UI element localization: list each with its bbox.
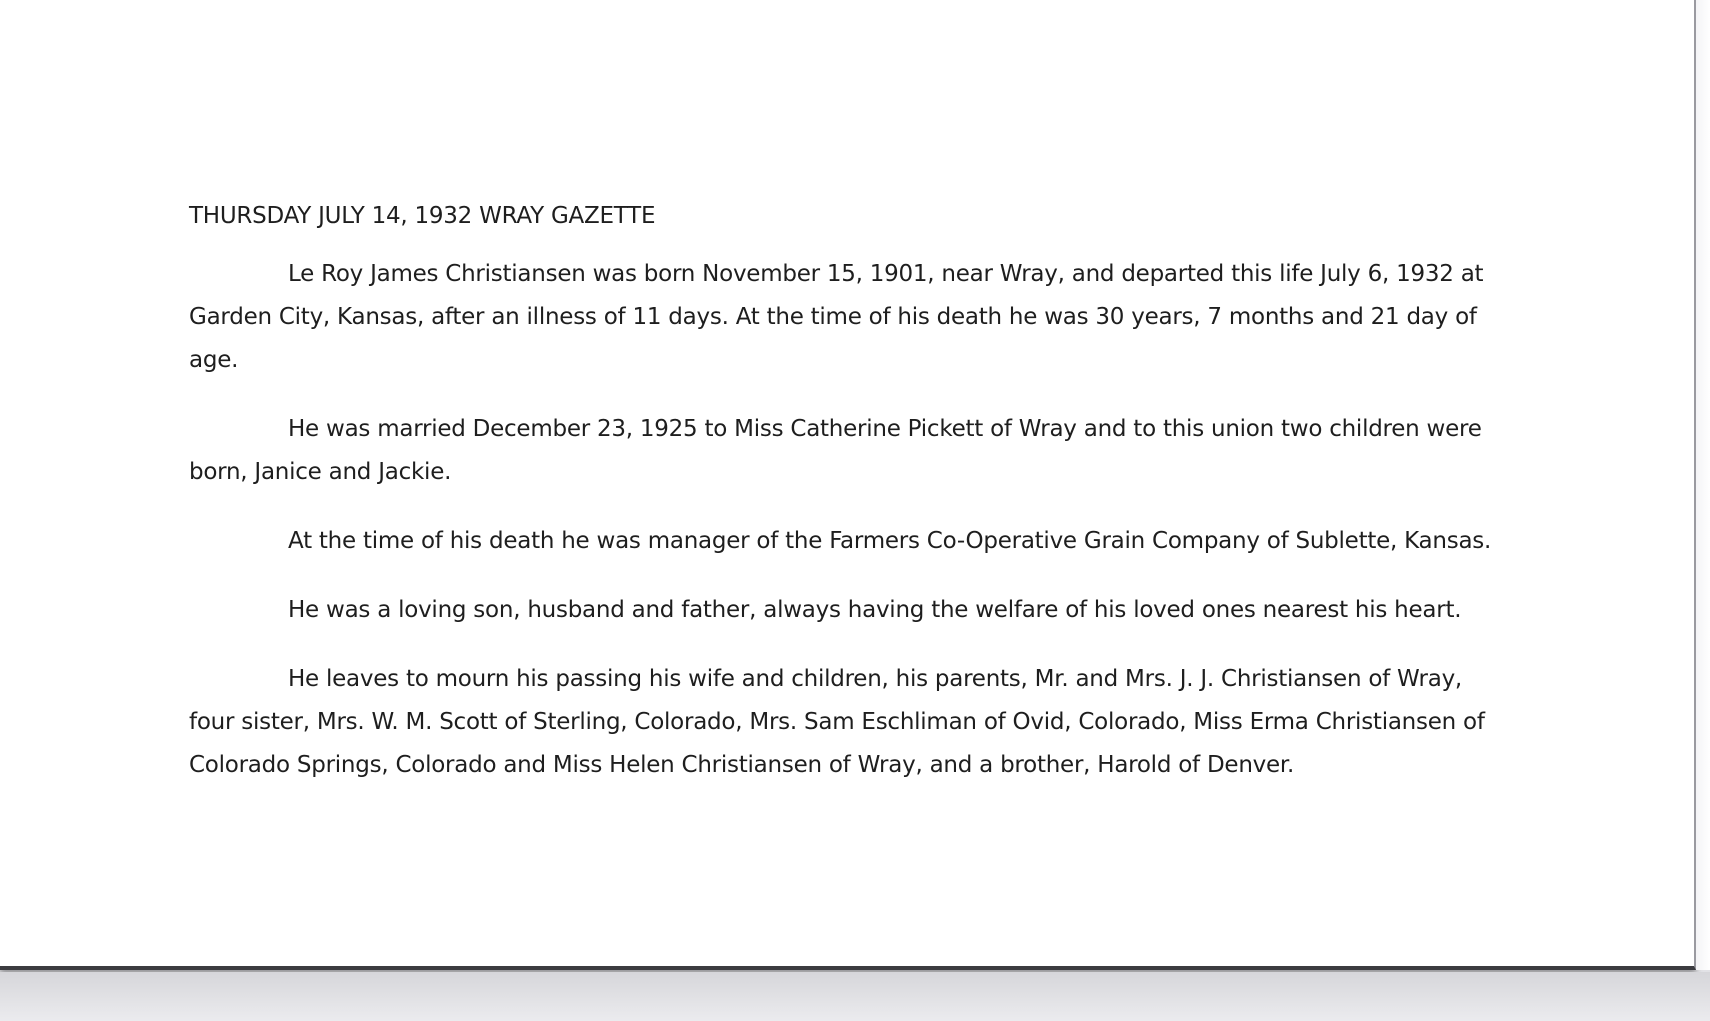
paragraph-survivors: He leaves to mourn his passing his wife and children, his parents, Mr. and Mrs. J. J. Christiansen of Wray, four sister, Mrs. W. M. Scott of Sterling, Colorado, Mrs. Sam Eschliman of Ovid, Colorado, Miss Erma Christiansen of Colorado Springs, Colorado and Miss Helen Christiansen of Wray, and a brother, Harold of Denver. xyxy=(189,666,1485,778)
paragraph-birth-death: Le Roy James Christiansen was born November 15, 1901, near Wray, and departed this life July 6, 1932 at Garden City, Kansas, after an illness of 11 days. At the time of his death he was 30 years, 7 months and 21 day of age. xyxy=(189,261,1484,373)
paragraph-marriage: He was married December 23, 1925 to Miss Catherine Pickett of Wray and to this union two children were born, Janice and Jackie. xyxy=(189,416,1482,485)
newspaper-heading: THURSDAY JULY 14, 1932 WRAY GAZETTE xyxy=(189,203,656,229)
obituary-text xyxy=(189,201,1499,813)
scanner-background xyxy=(0,972,1710,1021)
paper-edge xyxy=(1696,0,1710,970)
paragraph-character: He was a loving son, husband and father, always having the welfare of his loved ones nearest his heart. xyxy=(288,597,1462,623)
paragraph-occupation: At the time of his death he was manager of the Farmers Co-Operative Grain Company of Sublette, Kansas. xyxy=(288,528,1492,554)
